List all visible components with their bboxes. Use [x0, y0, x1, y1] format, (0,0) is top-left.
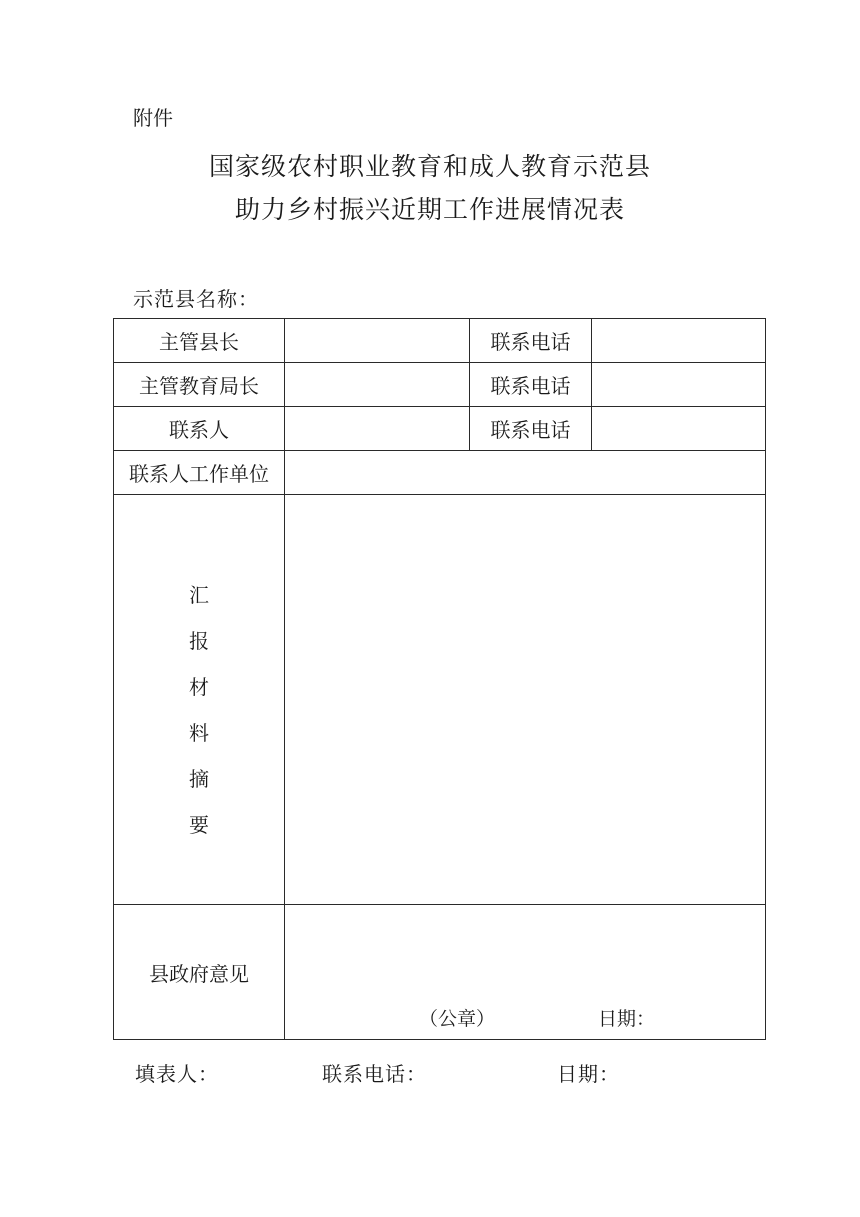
summary-label-char: 报 — [189, 628, 209, 653]
summary-label-char: 摘 — [189, 766, 209, 791]
county-opinion-content[interactable] — [285, 905, 766, 1040]
county-head-value[interactable] — [285, 319, 470, 363]
footer-filler-label: 填表人： — [135, 1062, 219, 1086]
contact-person-label: 联系人 — [114, 407, 285, 451]
footer-date-label: 日期： — [557, 1062, 620, 1086]
education-director-value[interactable] — [285, 363, 470, 407]
education-director-label: 主管教育局长 — [114, 363, 285, 407]
title-line-1: 国家级农村职业教育和成人教育示范县 — [208, 152, 651, 181]
table-row — [114, 407, 766, 451]
county-opinion-label: 县政府意见 — [114, 905, 285, 1040]
summary-label — [114, 495, 285, 905]
contact-unit-value[interactable] — [285, 451, 766, 495]
contact-unit-label: 联系人工作单位 — [114, 451, 285, 495]
county-head-phone-label: 联系电话 — [470, 319, 592, 363]
contact-person-phone-label: 联系电话 — [470, 407, 592, 451]
opinion-date-label: 日期： — [598, 1008, 656, 1030]
progress-form-table — [113, 318, 766, 1040]
table-row — [114, 363, 766, 407]
contact-person-phone-value[interactable] — [592, 407, 766, 451]
summary-label-char: 要 — [189, 812, 209, 837]
seal-label: （公章） — [419, 1008, 496, 1030]
county-name-label: 示范县名称： — [133, 287, 259, 311]
summary-label-char: 汇 — [189, 582, 209, 607]
county-head-phone-value[interactable] — [592, 319, 766, 363]
education-director-phone-label: 联系电话 — [470, 363, 592, 407]
summary-label-char: 材 — [189, 674, 209, 699]
table-row — [114, 905, 766, 1040]
footer-phone-label: 联系电话： — [322, 1062, 427, 1086]
summary-content[interactable] — [285, 495, 766, 905]
summary-label-char: 料 — [189, 720, 209, 745]
contact-person-value[interactable] — [285, 407, 470, 451]
education-director-phone-value[interactable] — [592, 363, 766, 407]
title-line-2: 助力乡村振兴近期工作进展情况表 — [234, 195, 625, 224]
county-head-label: 主管县长 — [114, 319, 285, 363]
table-row — [114, 495, 766, 905]
table-row — [114, 319, 766, 363]
table-row — [114, 451, 766, 495]
attachment-label: 附件 — [133, 106, 173, 130]
